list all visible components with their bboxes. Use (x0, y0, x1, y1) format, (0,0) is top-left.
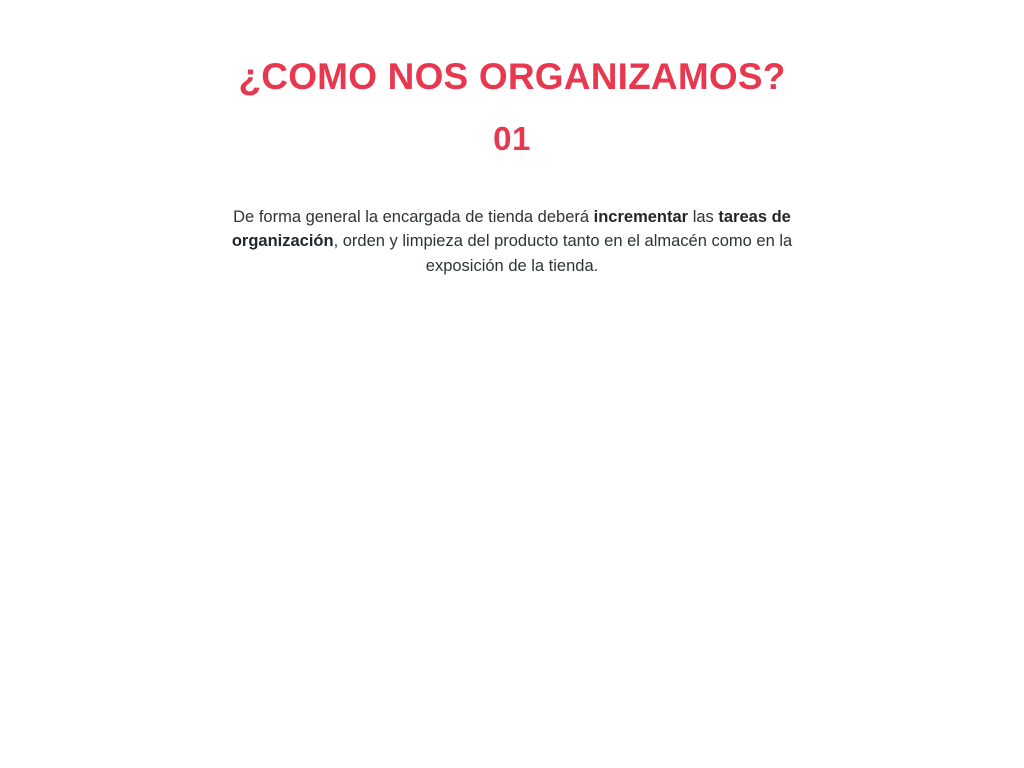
body-text-emphasis-2: tareas de organización (231, 207, 791, 251)
slide-number: 01 (493, 120, 531, 157)
page-title: ¿COMO NOS ORGANIZAMOS? (238, 55, 786, 97)
body-text-segment-1: De forma general la encargada de tienda deberá (233, 207, 594, 226)
body-paragraph (212, 205, 812, 279)
body-text-segment-3: , orden y limpieza del producto tanto en el almacén como en la exposición de la tienda. (333, 232, 793, 275)
body-text-segment-2: las (688, 207, 719, 226)
body-text-emphasis-1: incrementar (593, 207, 689, 226)
